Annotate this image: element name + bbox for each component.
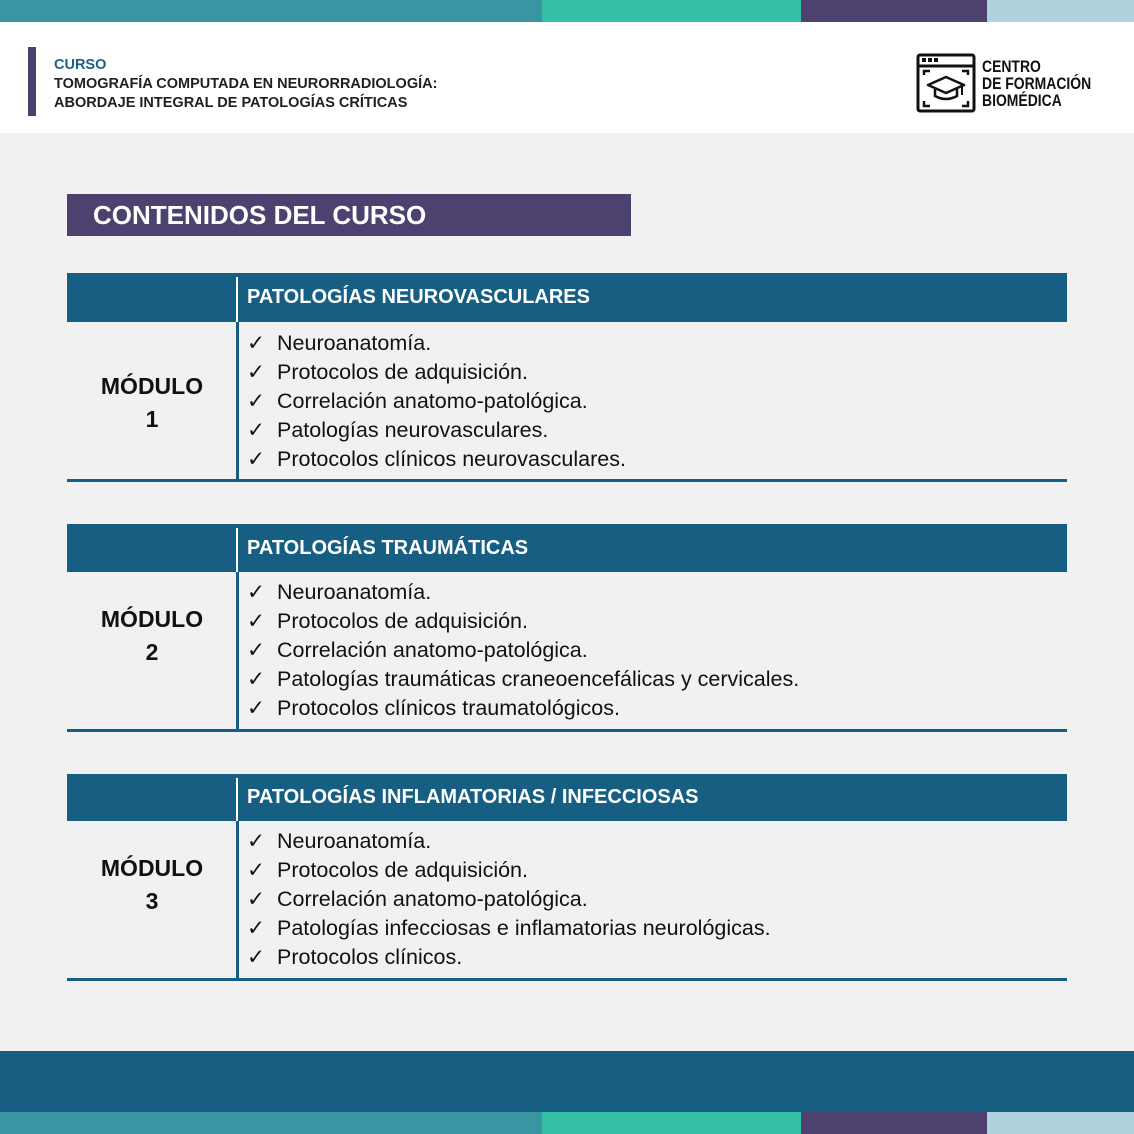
course-title-line-1: TOMOGRAFÍA COMPUTADA EN NEURORRADIOLOGÍA:: [54, 76, 438, 92]
topic-text: Neuroanatomía.: [277, 829, 432, 853]
module-header: [67, 524, 1067, 572]
topic-text: Protocolos clínicos neurovasculares.: [277, 447, 626, 471]
list-item: [247, 607, 799, 636]
topic-text: Patologías infecciosas e inflamatorias neurológicas.: [277, 916, 771, 940]
check-icon: ✓: [247, 389, 266, 413]
stripe-segment-purple: [801, 0, 987, 22]
topic-text: Patologías neurovasculares.: [277, 418, 549, 442]
check-icon: ✓: [247, 418, 266, 442]
check-icon: ✓: [247, 609, 266, 633]
check-icon: ✓: [247, 447, 266, 471]
topic-text: Patologías traumáticas craneoencefálicas y cervicales.: [277, 667, 800, 691]
module-header: [67, 273, 1067, 322]
list-item: [247, 578, 799, 607]
topic-text: Correlación anatomo-patológica.: [277, 887, 588, 911]
stripe-segment-teal: [0, 1112, 542, 1134]
module-number: 3: [145, 888, 159, 914]
logo-line-1: CENTRO: [982, 56, 1041, 76]
check-icon: ✓: [247, 667, 266, 691]
list-item: [247, 914, 771, 943]
check-icon: ✓: [247, 331, 266, 355]
header-divider: [236, 778, 238, 823]
bottom-color-stripe: [0, 1112, 1134, 1134]
footer-band: [0, 1051, 1134, 1112]
check-icon: ✓: [247, 580, 266, 604]
list-item: [247, 827, 771, 856]
topic-list: [247, 578, 799, 723]
check-icon: ✓: [247, 360, 266, 384]
check-icon: ✓: [247, 858, 266, 882]
module-title: PATOLOGÍAS INFLAMATORIAS / INFECCIOSAS: [247, 786, 699, 808]
check-icon: ✓: [247, 696, 266, 720]
module-body: [67, 572, 1067, 732]
check-icon: ✓: [247, 829, 266, 853]
stripe-segment-mint: [542, 0, 801, 22]
topic-text: Protocolos de adquisición.: [277, 858, 528, 882]
module-body: [67, 821, 1067, 981]
list-item: [247, 445, 626, 474]
topic-list: [247, 827, 771, 972]
topic-text: Correlación anatomo-patológica.: [277, 389, 588, 413]
stripe-segment-light-blue: [987, 1112, 1134, 1134]
module-label: [67, 603, 237, 669]
module-title: PATOLOGÍAS NEUROVASCULARES: [247, 286, 590, 308]
course-heading: [54, 56, 437, 113]
module-number: 1: [145, 406, 159, 432]
topic-text: Correlación anatomo-patológica.: [277, 638, 588, 662]
course-label: CURSO: [54, 57, 107, 73]
list-item: [247, 329, 626, 358]
module-2: [67, 524, 1067, 732]
center-logo: [916, 53, 1115, 113]
logo-line-3: BIOMÉDICA: [982, 90, 1062, 110]
topic-text: Neuroanatomía.: [277, 331, 432, 355]
logo-line-2: DE FORMACIÓN: [982, 73, 1092, 93]
topic-text: Protocolos clínicos traumatológicos.: [277, 696, 620, 720]
page-header: [0, 22, 1134, 133]
course-title-line-2: ABORDAJE INTEGRAL DE PATOLOGÍAS CRÍTICAS: [54, 95, 408, 111]
check-icon: ✓: [247, 887, 266, 911]
header-divider: [236, 528, 238, 573]
header-accent-bar: [28, 47, 36, 116]
module-3: [67, 774, 1067, 981]
list-item: [247, 665, 799, 694]
check-icon: ✓: [247, 916, 266, 940]
list-item: [247, 387, 626, 416]
list-item: [247, 416, 626, 445]
module-label: [67, 370, 237, 436]
module-1: [67, 273, 1067, 482]
stripe-segment-teal: [0, 0, 542, 22]
list-item: [247, 943, 771, 972]
check-icon: ✓: [247, 945, 266, 969]
topic-list: [247, 329, 626, 474]
top-color-stripe: [0, 0, 1134, 22]
list-item: [247, 856, 771, 885]
stripe-segment-mint: [542, 1112, 801, 1134]
topic-text: Neuroanatomía.: [277, 580, 432, 604]
header-divider: [236, 277, 238, 322]
list-item: [247, 636, 799, 665]
module-body: [67, 322, 1067, 482]
list-item: [247, 885, 771, 914]
module-label: [67, 852, 237, 918]
list-item: [247, 694, 799, 723]
topic-text: Protocolos de adquisición.: [277, 360, 528, 384]
graduation-cap-window-icon: [916, 53, 976, 113]
stripe-segment-light-blue: [987, 0, 1134, 22]
list-item: [247, 358, 626, 387]
section-title: CONTENIDOS DEL CURSO: [67, 194, 631, 236]
module-header: [67, 774, 1067, 821]
topic-text: Protocolos de adquisición.: [277, 609, 528, 633]
topic-text: Protocolos clínicos.: [277, 945, 463, 969]
module-label-word: MÓDULO: [100, 855, 204, 881]
module-label-word: MÓDULO: [100, 606, 204, 632]
stripe-segment-purple: [801, 1112, 987, 1134]
logo-wordmark: [982, 58, 1091, 109]
module-label-word: MÓDULO: [100, 373, 204, 399]
module-number: 2: [145, 639, 159, 665]
check-icon: ✓: [247, 638, 266, 662]
module-title: PATOLOGÍAS TRAUMÁTICAS: [247, 537, 529, 559]
